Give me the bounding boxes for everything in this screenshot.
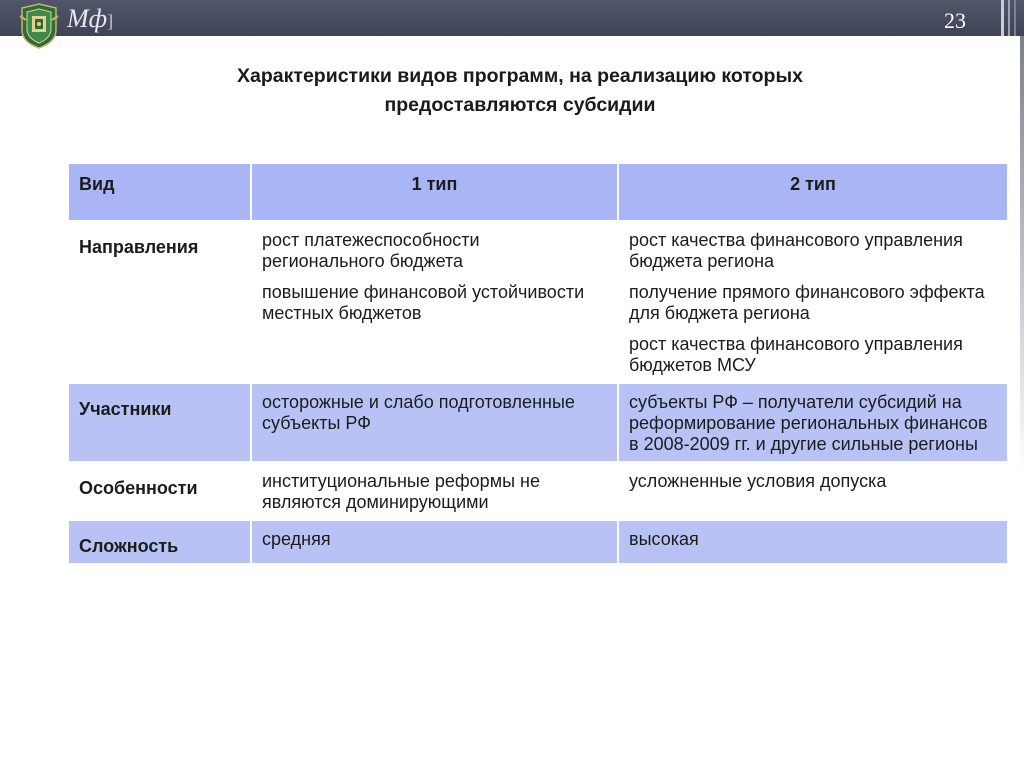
- program-types-table: [67, 162, 1009, 565]
- top-bar: [0, 0, 1024, 36]
- slide-title: [80, 62, 960, 120]
- cell-type2: [618, 383, 1008, 462]
- cell-type2: [618, 221, 1008, 383]
- cell-type1: [251, 462, 618, 520]
- row-label: Особенности: [68, 462, 251, 520]
- brand-logo-text: Мф]: [67, 4, 114, 33]
- table-row-participants: [68, 383, 1008, 462]
- cell-type2: [618, 462, 1008, 520]
- slide-title-line-1: Характеристики видов программ, на реализацию которых: [237, 65, 803, 87]
- table-header-row: [68, 163, 1008, 221]
- cell-text: высокая: [629, 529, 699, 549]
- ministry-emblem-icon: [18, 2, 60, 50]
- cell-type1: [251, 221, 618, 383]
- cell-text: рост платежеспособности регионального бюджета: [262, 230, 480, 271]
- slide-number: 23: [944, 8, 966, 33]
- cell-text: институциональные реформы не являются доминирующими: [262, 471, 540, 512]
- header-cell-kind: Вид: [68, 163, 251, 221]
- slide-title-line-2: предоставляются субсидии: [384, 94, 656, 116]
- row-label: Направления: [68, 221, 251, 383]
- cell-text: получение прямого финансового эффекта для бюджета региона: [629, 282, 985, 323]
- cell-text: осторожные и слабо подготовленные субъекты РФ: [262, 392, 575, 433]
- table-row-directions: [68, 221, 1008, 383]
- cell-text: средняя: [262, 529, 331, 549]
- row-label: Сложность: [68, 520, 251, 564]
- cell-type1: [251, 520, 618, 564]
- row-label: Участники: [68, 383, 251, 462]
- decorative-stripes: [1001, 0, 1016, 36]
- cell-text: субъекты РФ – получатели субсидий на реформирование региональных финансов в 2008-2009 гг. и другие сильные регионы: [629, 392, 988, 454]
- cell-text: повышение финансовой устойчивости местных бюджетов: [262, 282, 585, 323]
- right-edge-decoration: [1020, 36, 1024, 768]
- cell-text: усложненные условия допуска: [629, 471, 887, 491]
- cell-type2: [618, 520, 1008, 564]
- header-cell-type2: 2 тип: [618, 163, 1008, 221]
- table-row-complexity: [68, 520, 1008, 564]
- header-cell-type1: 1 тип: [251, 163, 618, 221]
- cell-text: рост качества финансового управления бюджетов МСУ: [629, 334, 963, 375]
- cell-text: рост качества финансового управления бюджета региона: [629, 230, 963, 271]
- cell-type1: [251, 383, 618, 462]
- table-row-features: [68, 462, 1008, 520]
